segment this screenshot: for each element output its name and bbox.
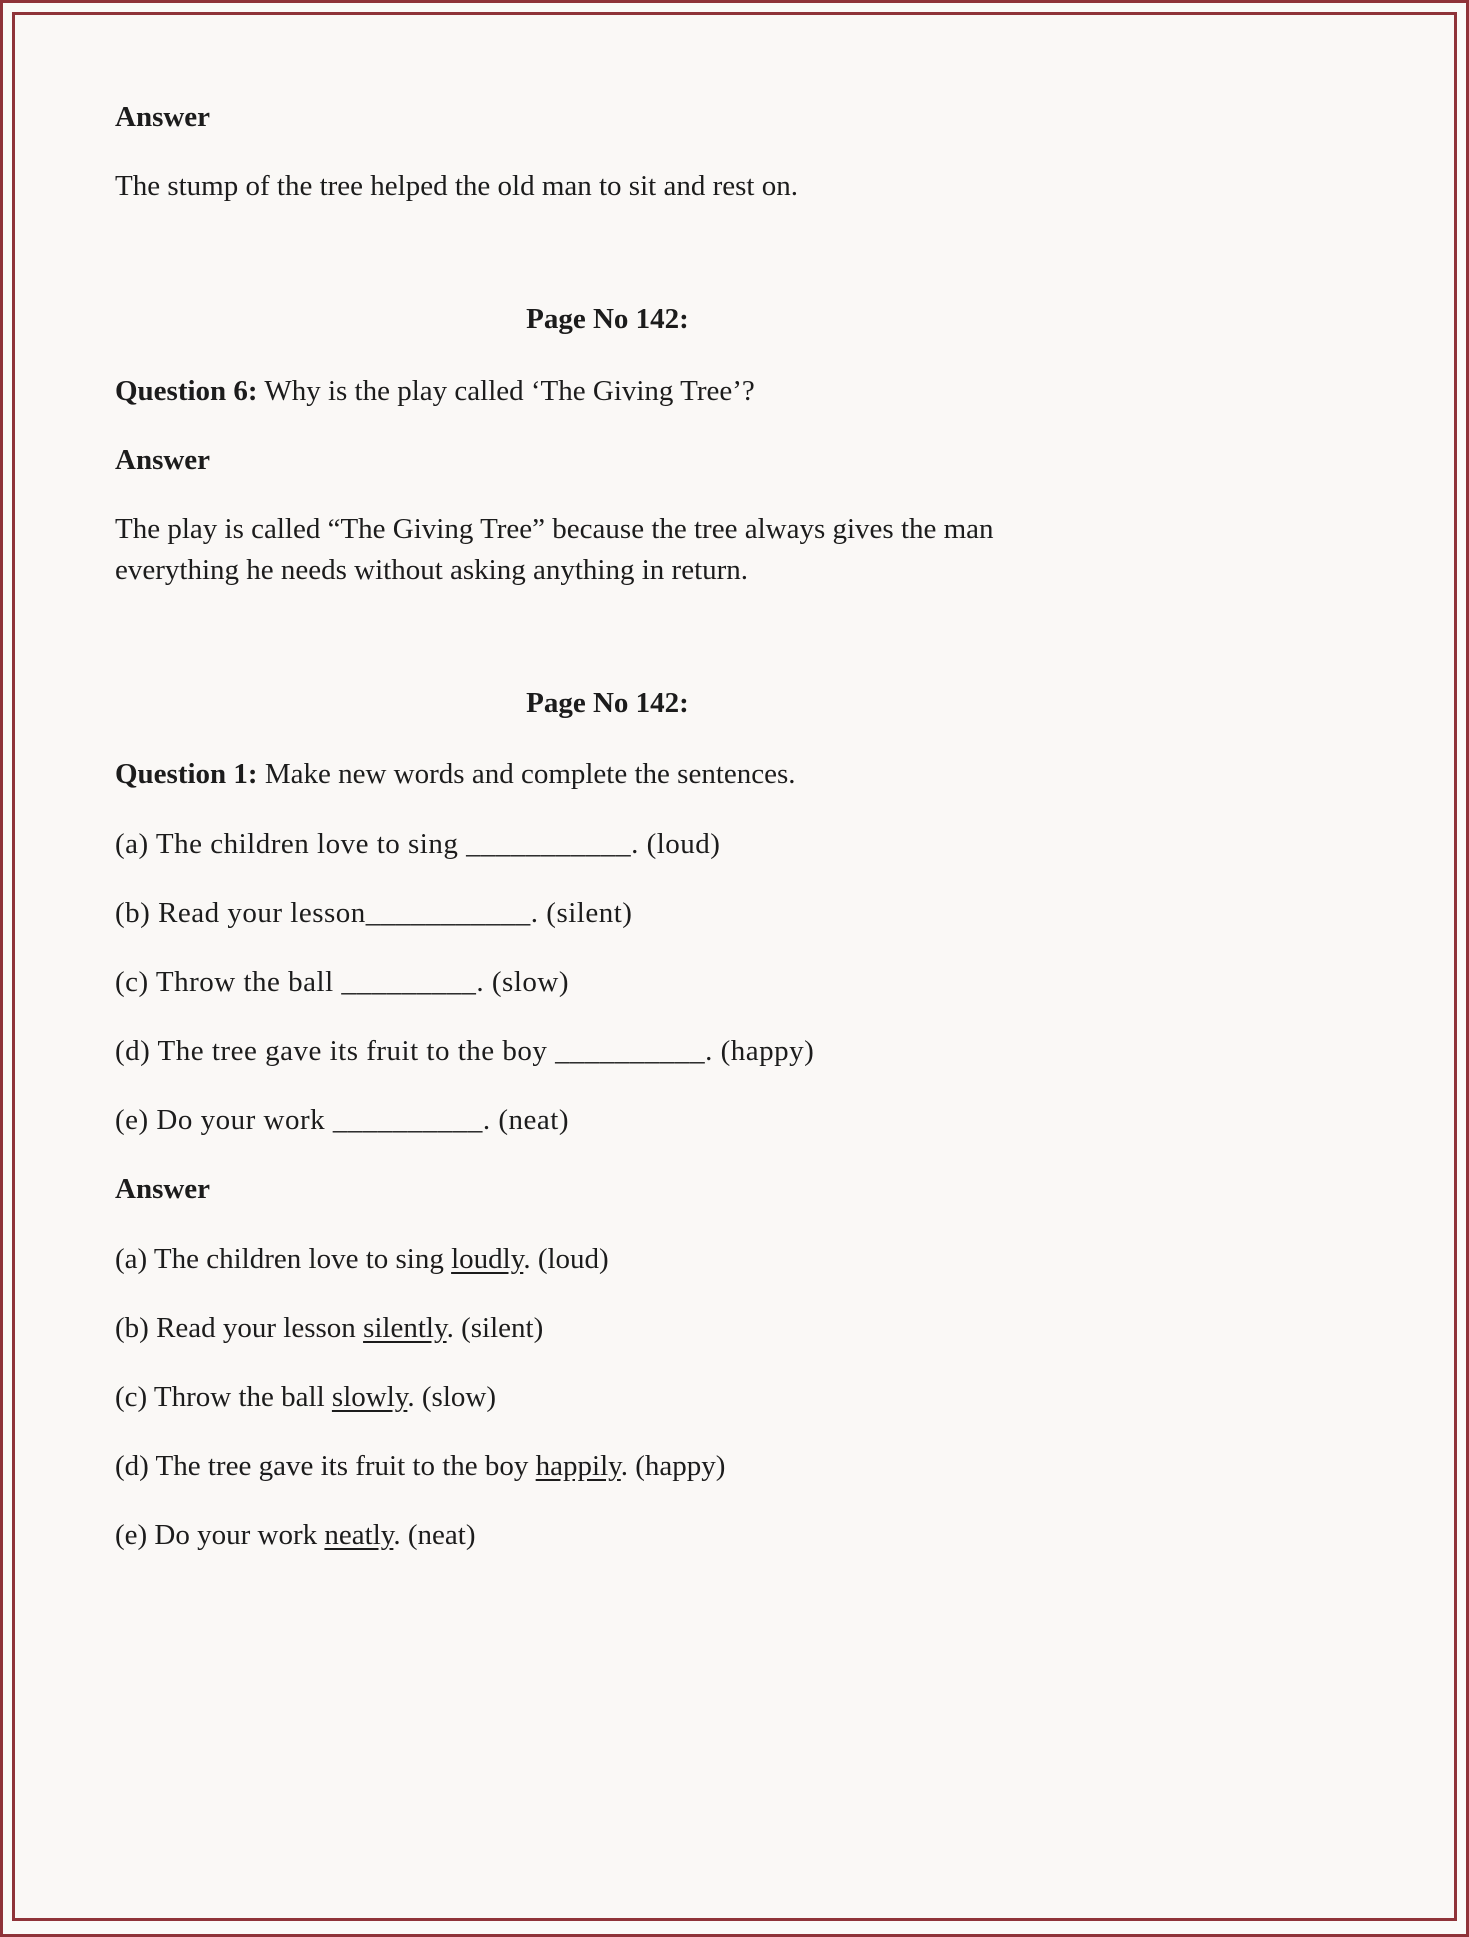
question-text: Make new words and complete the sentences. <box>264 758 796 791</box>
underlined-word: neatly <box>324 1519 394 1552</box>
question-line <box>115 754 1100 795</box>
answer-item <box>115 1377 1100 1418</box>
answer-heading: Answer <box>115 1173 211 1206</box>
answer-heading: Answer <box>115 101 211 133</box>
exercise-item: (b) Read your lesson___________. (silent) <box>115 896 633 929</box>
answer-item <box>115 1446 1100 1487</box>
answer-item-text: (b) Read your lesson <box>115 1311 364 1344</box>
exercise-item: (e) Do your work __________. (neat) <box>115 1104 570 1137</box>
answer-item-tail: . (happy) <box>620 1450 726 1483</box>
exercise-item: (a) The children love to sing ___________. (loud) <box>115 827 721 860</box>
answer-item <box>115 1515 1100 1556</box>
underlined-word: silently <box>363 1311 447 1344</box>
answer-text: The stump of the tree helped the old man to sit and rest on. <box>115 170 798 203</box>
answer-item <box>115 1239 1100 1280</box>
answer-item-tail: . (silent) <box>446 1311 544 1344</box>
answer-item-tail: . (slow) <box>407 1380 496 1413</box>
question-line <box>115 371 1100 412</box>
answer-item <box>115 1308 1100 1349</box>
answer-text: The play is called “The Giving Tree” because the tree always gives the man everything he needs without asking anything in return. <box>115 512 994 587</box>
underlined-word: happily <box>535 1450 621 1483</box>
answer-item-text: (a) The children love to sing <box>115 1242 452 1275</box>
answer-item-tail: . (neat) <box>393 1519 476 1552</box>
answer-item-text: (e) Do your work <box>115 1519 325 1552</box>
exercise-item: (d) The tree gave its fruit to the boy __________. (happy) <box>115 1035 815 1068</box>
answer-item-tail: . (loud) <box>523 1242 609 1275</box>
page-heading: Page No 142: <box>526 303 689 336</box>
question-label: Question 6: <box>115 374 258 407</box>
answer-item-text: (d) The tree gave its fruit to the boy <box>115 1450 536 1483</box>
underlined-word: slowly <box>331 1380 408 1413</box>
question-text: Why is the play called ‘The Giving Tree’? <box>264 374 755 407</box>
page <box>12 12 1457 1921</box>
exercise-item: (c) Throw the ball _________. (slow) <box>115 965 569 998</box>
page-heading: Page No 142: <box>526 687 689 720</box>
answer-item-text: (c) Throw the ball <box>115 1380 332 1413</box>
underlined-word: loudly <box>451 1242 524 1275</box>
document-content <box>115 97 1100 1556</box>
answer-heading: Answer <box>115 443 211 476</box>
question-label: Question 1: <box>115 758 258 791</box>
